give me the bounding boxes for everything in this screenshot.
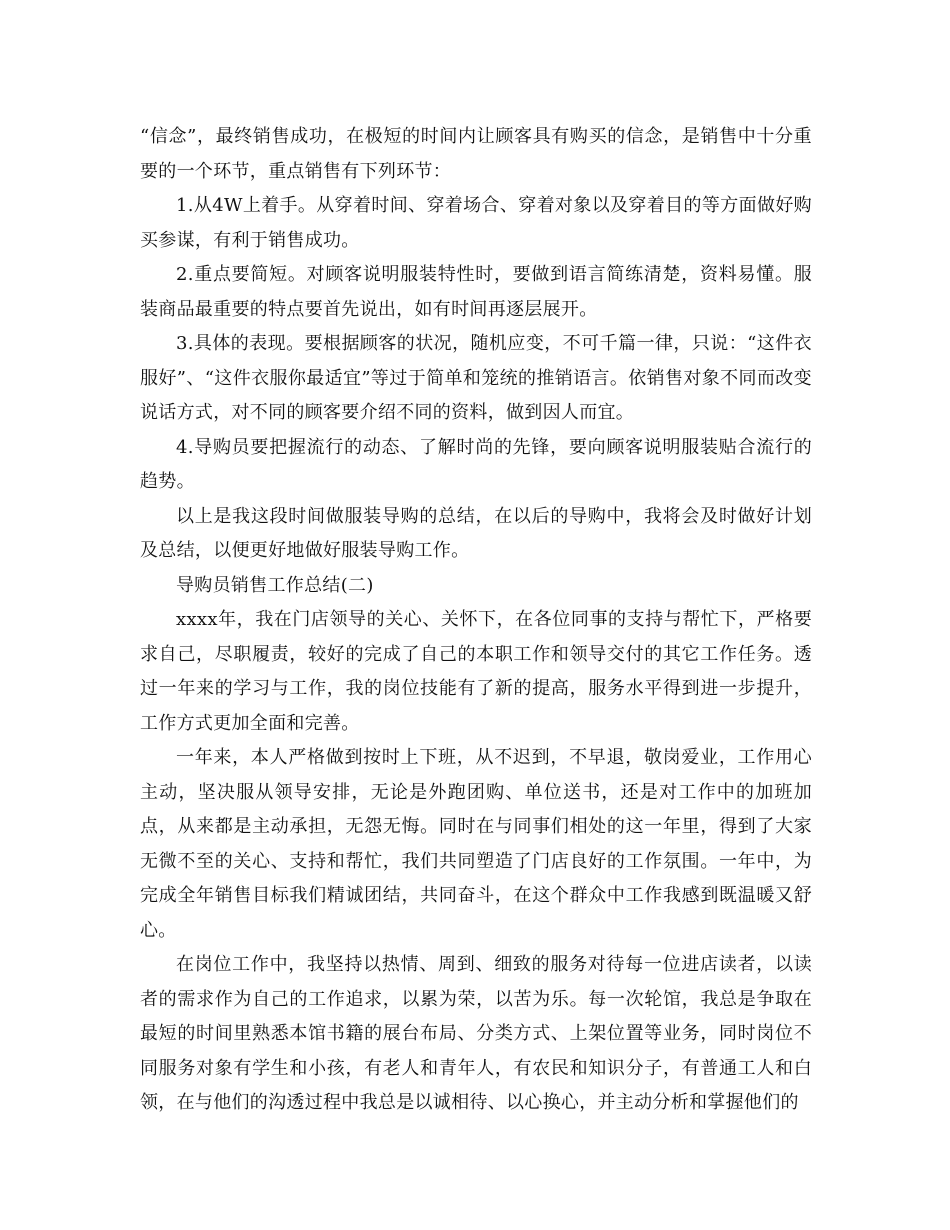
paragraph-work-attitude: 一年来，本人严格做到按时上下班，从不迟到，不早退，敬岗爱业，工作用心主动，坚决服从领导安排，无论是外跑团购、单位送书，还是对工作中的加班加点，从来都是主动承担，无怨无悔。同时在与同事们相处的这一年里，得到了大家无微不至的关心、支持和帮忙，我们共同塑造了门店良好的工作氛围。一年中，为完成全年销售目标我们精诚团结，共同奋斗，在这个群众中工作我感到既温暖又舒心。 bbox=[140, 747, 812, 941]
paragraph-point-3: 3.具体的表现。要根据顾客的状况，随机应变，不可千篇一律，只说：“这件衣服好”、“这件衣服你最适宜”等过于简单和笼统的推销语言。依销售对象不同而改变说话方式，对不同的顾客要介绍不同的资料，做到因人而宜。 bbox=[140, 333, 812, 423]
paragraph-point-1: 1.从4W上着手。从穿着时间、穿着场合、穿着对象以及穿着目的等方面做好购买参谋，有利于销售成功。 bbox=[140, 195, 812, 251]
paragraph-conclusion: 以上是我这段时间做服装导购的总结，在以后的导购中，我将会及时做好计划及总结，以便更好地做好服装导购工作。 bbox=[140, 505, 812, 561]
document-body bbox=[140, 120, 812, 1121]
paragraph-year-summary: xxxx年，我在门店领导的关心、关怀下，在各位同事的支持与帮忙下，严格要求自己，尽职履责，较好的完成了自己的本职工作和领导交付的其它工作任务。透过一年来的学习与工作，我的岗位技能有了新的提高，服务水平得到进一步提升，工作方式更加全面和完善。 bbox=[140, 609, 812, 734]
paragraph-service: 在岗位工作中，我坚持以热情、周到、细致的服务对待每一位进店读者，以读者的需求作为自己的工作追求，以累为荣，以苦为乐。每一次轮馆，我总是争取在最短的时间里熟悉本馆书籍的展台布局、分类方式、上架位置等业务，同时岗位不同服务对象有学生和小孩，有老人和青年人，有农民和知识分子，有普通工人和白领，在与他们的沟透过程中我总是以诚相待、以心换心，并主动分析和掌握他们的 bbox=[140, 954, 812, 1113]
paragraph-point-2: 2.重点要简短。对顾客说明服装特性时，要做到语言简练清楚，资料易懂。服装商品最重要的特点要首先说出，如有时间再逐层展开。 bbox=[140, 264, 812, 320]
section-heading: 导购员销售工作总结(二) bbox=[176, 574, 374, 596]
paragraph-continuation: “信念”，最终销售成功，在极短的时间内让顾客具有购买的信念，是销售中十分重要的一个环节，重点销售有下列环节： bbox=[140, 126, 812, 182]
paragraph-point-4: 4.导购员要把握流行的动态、了解时尚的先锋，要向顾客说明服装贴合流行的趋势。 bbox=[140, 436, 812, 492]
